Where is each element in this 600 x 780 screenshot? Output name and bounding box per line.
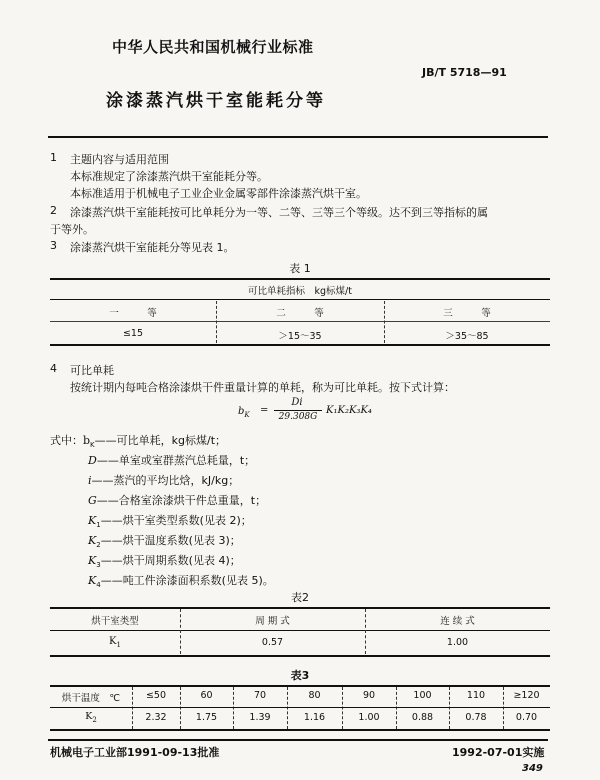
definition-subscript: 4 [96,581,101,590]
definition-symbol: K [88,514,97,527]
table-3-temp-cell: 60 [200,690,213,701]
table-2-value-periodic: 0.57 [261,637,284,648]
table-2-divider [365,609,366,654]
definition-text: ——烘干周期系数(见表 4)； [100,554,241,567]
definition-text: ——烘干温度系数(见表 3)； [100,534,241,547]
section-2-line-1: 涂漆蒸汽烘干室能耗按可比单耗分为一等、二等、三等三个等级。达不到三等指标的属 [70,206,488,219]
table-1-grade-2: 二 等 [276,308,324,319]
table-2-divider [180,609,181,654]
table-3-temp-cell: 90 [362,690,376,701]
table-1-value-2: ＞15～35 [278,331,322,342]
section-1-paragraph-2: 本标准适用于机械电子工业企业金属零部件涂漆蒸汽烘干室。 [70,187,367,200]
table-3-value-cell: 1.16 [303,712,326,723]
definition-text: ——吨工件涂漆面积系数(见表 5)。 [100,574,274,587]
section-4-paragraph: 按统计期内每吨合格涂漆烘干件重量计算的单耗，称为可比单耗。按下式计算： [70,381,455,394]
table-3-mid-rule [50,707,550,708]
formula-lhs: $b_K$ [238,406,250,419]
definition-symbol: i [88,474,92,487]
section-1-number: 1 [50,151,57,164]
definition-symbol: 式中：b [50,434,91,447]
table-3-temp-cell: 80 [308,690,321,701]
definition-text: ——单室或室群蒸汽总耗量，t； [96,454,256,467]
table-3-temp-cell: 110 [466,690,486,701]
table-3-value-cell: 1.00 [358,712,380,723]
table-1-caption: 表 1 [289,262,311,275]
table-2-bottom-rule [50,655,550,657]
table-3-value-cell: 0.70 [515,712,538,723]
definition-symbol: K [88,574,97,587]
table-3-temp-cell: 100 [413,690,432,701]
definition-symbol: D [88,454,97,467]
table-3-temp-cell: ≥120 [513,690,540,701]
footer-approved: 机械电子工业部1991-09-13批准 [50,746,220,759]
definition-text: ——烘干室类型系数(见表 2)； [100,514,252,527]
definition-item [88,452,255,468]
definition-item [88,472,239,488]
table-3-row-label [50,711,132,724]
definition-text: ——可比单耗，kg标煤/t； [94,434,227,447]
definition-symbol: K [88,534,97,547]
table-1-header: 可比单耗指标 kg标煤/t [248,286,352,297]
table-1-divider [384,301,385,343]
table-3-value-cell: 0.78 [465,712,487,723]
definition-symbol: G [88,494,97,507]
table-1-grade-3: 三 等 [443,308,491,319]
section-4-number: 4 [50,362,57,375]
table-3-value-cell: 0.88 [411,712,434,723]
table-3-temp-cell: 70 [253,690,267,701]
formula-denominator: 29.308G [278,412,318,422]
table-2-header-rule [50,630,550,631]
table-3-divider [180,687,181,729]
table-2-row-label: $K_1$ [109,636,121,649]
section-1-paragraph-1: 本标准规定了涂漆蒸汽烘干室能耗分等。 [70,170,268,183]
section-4-title: 可比单耗 [70,364,114,377]
section-3-number: 3 [50,239,57,252]
definition-item [88,552,241,569]
table-2-header-periodic: 周 期 式 [255,616,290,627]
table-2-top-rule [50,607,550,609]
page-number: 349 [522,763,543,774]
table-2-header-type: 烘干室类型 [91,616,139,627]
section-1-title: 主题内容与适用范围 [70,153,169,166]
section-3-text: 涂漆蒸汽烘干室能耗分等见表 1。 [70,241,235,254]
definition-item [88,532,241,549]
footer-rule [48,739,548,741]
table-3-value-cell: 1.39 [249,712,271,723]
definition-text: ——蒸汽的平均比焓，kJ/kg； [91,474,240,487]
standard-code: JB/T 5718—91 [422,66,507,79]
section-2-line-2: 于等外。 [50,223,94,236]
formula-numerator: Di [291,397,303,408]
formula-fraction-bar [274,410,322,411]
table-3-divider [449,687,450,729]
page-title: 涂漆蒸汽烘干室能耗分等 [106,91,326,111]
table-3-divider [132,687,133,729]
table-3-top-rule [50,685,550,687]
definition-symbol: K [88,554,97,567]
table-3-divider [233,687,234,729]
table-1-divider [216,301,217,343]
definition-item [50,432,226,449]
definition-item [88,492,266,508]
table-3-value-cell: 1.75 [195,712,218,723]
table-3-bottom-rule [50,729,550,731]
table-1-value-1: ≤15 [122,328,144,339]
table-3-value-cell: 2.32 [145,712,167,723]
definition-subscript: 1 [96,521,101,530]
table-3-row-label-symbol: K [85,711,93,722]
header-rule [48,136,548,138]
table-2-caption: 表2 [291,591,309,604]
table-1-header-rule [50,299,550,300]
footer-effective: 1992-07-01实施 [452,746,545,759]
table-2-header-continuous: 连 续 式 [440,616,475,627]
formula-factors: K₁K₂K₃K₄ [326,405,372,416]
table-3-divider [287,687,288,729]
table-3-caption: 表3 [290,669,310,682]
standard-org: 中华人民共和国机械行业标准 [112,38,314,56]
table-3-row-label-subscript: 2 [92,715,97,724]
table-2-value-continuous: 1.00 [446,637,469,648]
table-3-divider [396,687,397,729]
table-3-header-label: 烘干温度 ℃ [61,693,121,704]
definition-text: ——合格室涂漆烘干件总重量，t； [96,494,267,507]
definition-subscript: K [90,441,95,450]
table-1-bottom-rule [50,344,550,346]
definition-item [88,512,252,529]
definition-subscript: 2 [96,541,101,550]
table-1-grade-rule [50,321,550,322]
definition-subscript: 3 [96,561,101,570]
table-3-divider [503,687,504,729]
table-3-temp-cell: ≤50 [145,690,167,701]
table-1-value-3: ＞35～85 [445,331,489,342]
table-3-divider [342,687,343,729]
table-1-top-rule [50,278,550,280]
section-2-number: 2 [50,204,57,217]
table-1-grade-1: 一 等 [109,308,157,319]
definition-item [88,572,274,589]
formula-equals: = [260,405,269,416]
